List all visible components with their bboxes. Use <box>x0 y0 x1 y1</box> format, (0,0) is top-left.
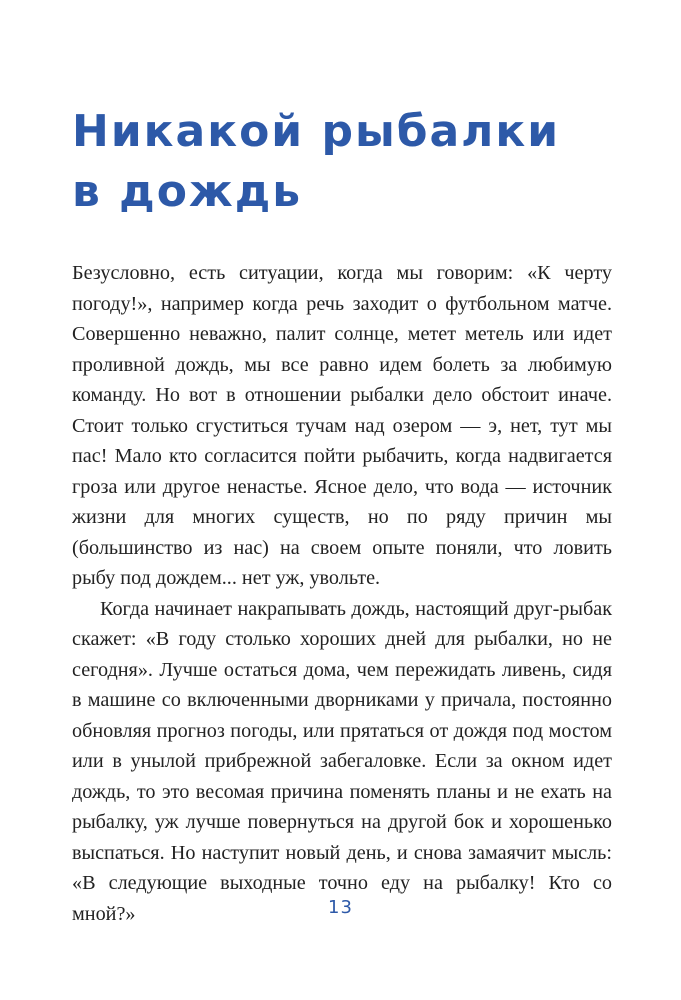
chapter-body <box>72 258 612 929</box>
page-number: 13 <box>328 897 353 918</box>
chapter-title-line-1: Никакой рыбалки <box>72 106 561 157</box>
paragraph-2: Когда начинает накрапывать дождь, настоящий друг-рыбак скажет: «В году столько хороших дней для рыбалки, но не сегодня». Лучше остаться дома, чем пережидать ливень, сидя в машине со включенными дворниками у причала, постоянно обновляя прогноз погоды, или прятаться от дождя под мостом или в унылой прибрежной забегаловке. Если за окном идет дождь, то это весомая причина поменять планы и не ехать на рыбалку, уж лучше повернуться на другой бок и хорошенько выспаться. Но наступит новый день, и снова замаячит мысль: «В следующие выходные точно еду на рыбалку! Кто со мной?» <box>72 597 612 925</box>
chapter-title-line-2: в дождь <box>72 166 303 217</box>
paragraph-1: Безусловно, есть ситуации, когда мы говорим: «К черту погоду!», например когда речь заходит о футбольном матче. Совершенно неважно, палит солнце, метет метель или идет проливной дождь, мы все равно идем болеть за любимую команду. Но вот в отношении рыбалки дело обстоит иначе. Стоит только сгуститься тучам над озером — э, нет, тут мы пас! Мало кто согласится пойти рыбачить, когда надвигается гроза или другое ненастье. Ясное дело, что вода — источник жизни для многих существ, но по ряду причин мы (большинство из нас) на своем опыте поняли, что ловить рыбу под дождем... нет уж, увольте. <box>72 262 612 589</box>
chapter-title <box>72 102 632 222</box>
